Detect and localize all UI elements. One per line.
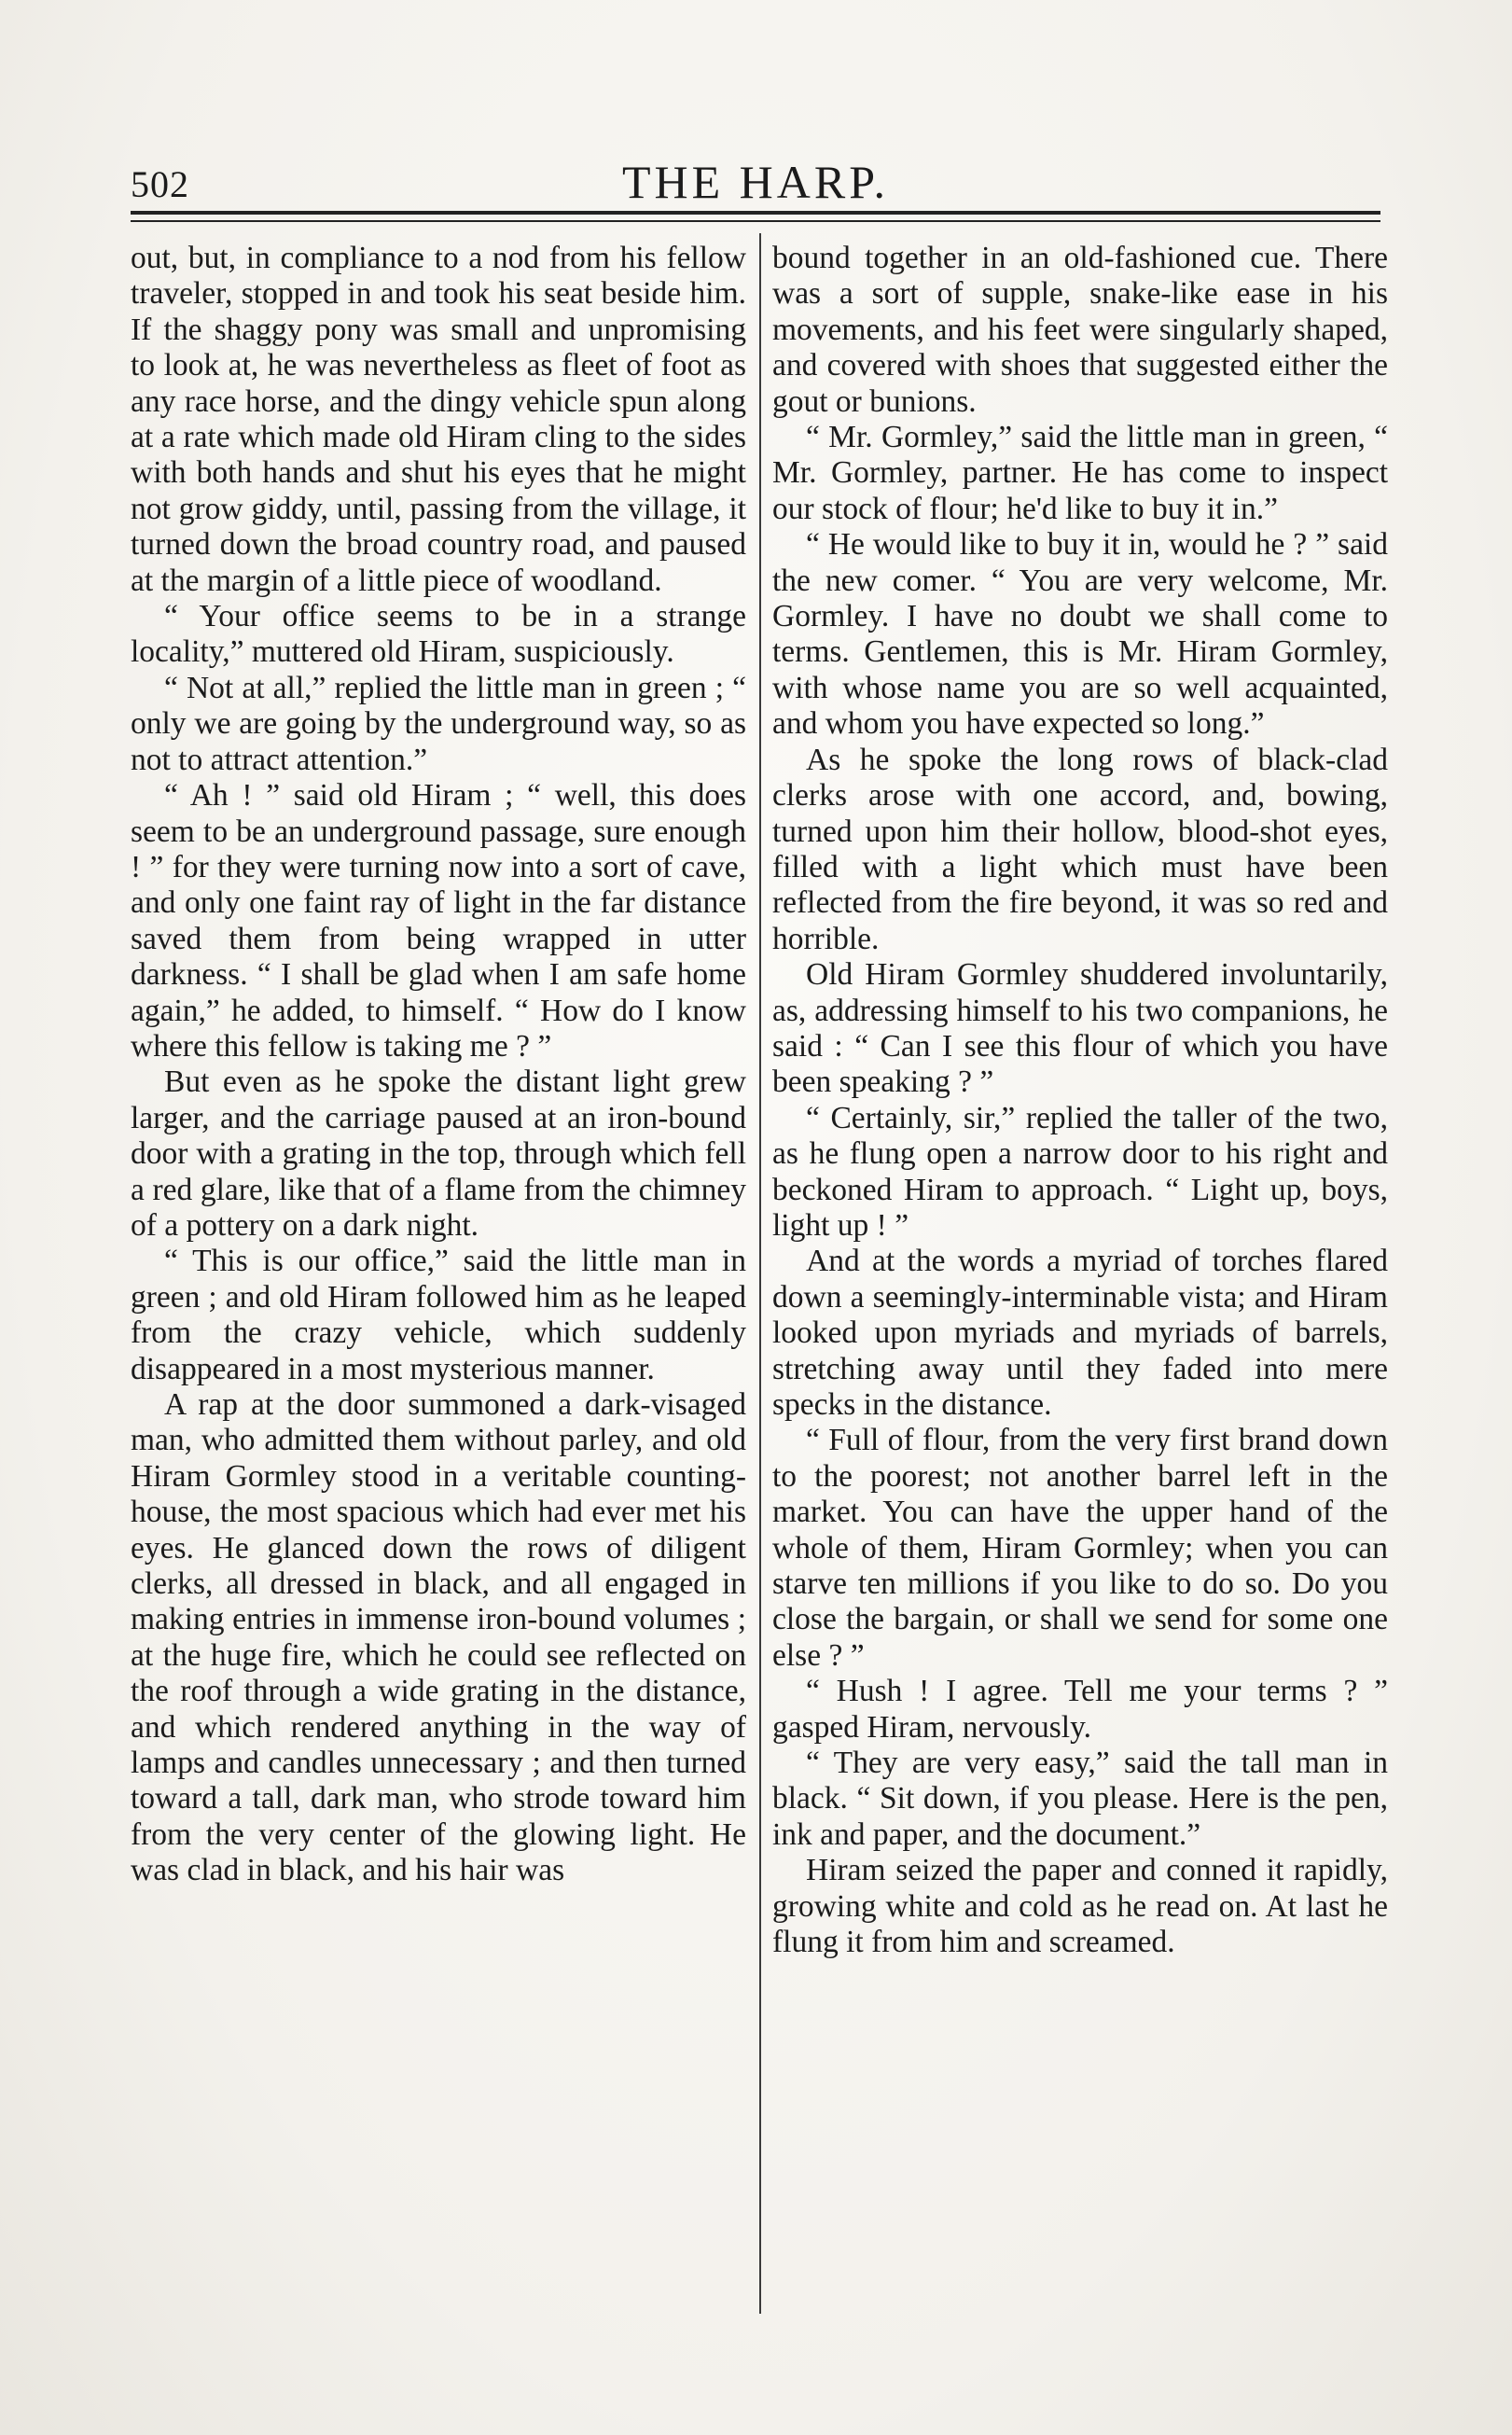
paragraph: As he spoke the long rows of black-clad clerks arose with one accord, and, bowing, turned upon him their hollow, blood-shot eyes, filled with a light which must have been reflected from the fire beyond, it was so red and horrible. — [772, 742, 1388, 956]
paragraph: “ He would like to buy it in, would he ? ” said the new comer. “ You are very welcome, Mr. Gormley. I have no doubt we shall come to terms. Gentlemen, this is Mr. Hiram Gormley, with whose name you are so well acquainted, and whom you have expected so long.” — [772, 527, 1388, 742]
paragraph: But even as he spoke the distant light grew larger, and the carriage paused at an iron-bound door with a grating in the top, through which fell a red glare, like that of a flame from the chimney of a pottery on a dark night. — [131, 1064, 746, 1243]
paragraph: “ Hush ! I agree. Tell me your terms ? ” gasped Hiram, nervously. — [772, 1674, 1388, 1745]
left-column — [131, 241, 746, 2303]
paragraph: “ Full of flour, from the very first brand down to the poorest; not another barrel left in the market. You can have the upper hand of the whole of them, Hiram Gormley; when you can starve ten millions if you like to do so. Do you close the bargain, or shall we send for some one else ? ” — [772, 1423, 1388, 1673]
running-title: THE HARP. — [621, 156, 890, 208]
right-column — [772, 241, 1388, 2303]
paragraph: A rap at the door summoned a dark-visaged man, who admitted them without parley, and old Hiram Gormley stood in a veritable counting-house, the most spacious which had ever met his eyes. He glanced down the rows of diligent clerks, all dressed in black, and all engaged in making entries in immense iron-bound volumes ; at the huge fire, which he could see reflected on the roof through a wide grating in the distance, and which rendered anything in the way of lamps and candles unnecessary ; and then turned toward a tall, dark man, who strode toward him from the very center of the glowing light. He was clad in black, and his hair was — [131, 1387, 746, 1888]
column-divider — [759, 233, 761, 2314]
paragraph: “ Certainly, sir,” replied the taller of the two, as he flung open a narrow door to his right and beckoned Hiram to approach. “ Light up, boys, light up ! ” — [772, 1100, 1388, 1243]
paragraph: Hiram seized the paper and conned it rapidly, growing white and cold as he read on. At last he flung it from him and screamed. — [772, 1853, 1388, 1960]
paragraph: “ They are very easy,” said the tall man in black. “ Sit down, if you please. Here is the pen, ink and paper, and the document.” — [772, 1746, 1388, 1852]
paragraph: And at the words a myriad of torches flared down a seemingly-interminable vista; and Hiram looked upon myriads and myriads of barrels, stretching away until they faded into mere specks in the distance. — [772, 1244, 1388, 1422]
paragraph: “ Mr. Gormley,” said the little man in green, “ Mr. Gormley, partner. He has come to inspect our stock of flour; he'd like to buy it in.” — [772, 420, 1388, 526]
paragraph: out, but, in compliance to a nod from his fellow traveler, stopped in and took his seat beside him. If the shaggy pony was small and unpromising to look at, he was nevertheless as fleet of foot as any race horse, and the dingy vehicle spun along at a rate which made old Hiram cling to the sides with both hands and shut his eyes that he might not grow giddy, until, passing from the village, it turned down the broad country road, and paused at the margin of a little piece of woodland. — [131, 241, 746, 598]
paragraph: “ Ah ! ” said old Hiram ; “ well, this does seem to be an underground passage, sure enough ! ” for they were turning now into a sort of cave, and only one faint ray of light in the far distance saved them from being wrapped in utter darkness. “ I shall be glad when I am safe home again,” he added, to himself. “ How do I know where this fellow is taking me ? ” — [131, 778, 746, 1064]
paragraph: “ Your office seems to be in a strange locality,” muttered old Hiram, suspiciously. — [131, 599, 746, 670]
paragraph: “ This is our office,” said the little man in green ; and old Hiram followed him as he leaped from the crazy vehicle, which suddenly disappeared in a most mysterious manner. — [131, 1244, 746, 1386]
page-number: 502 — [131, 163, 189, 205]
header-rule-thick — [131, 211, 1380, 215]
paragraph: Old Hiram Gormley shuddered involuntarily, as, addressing himself to his two companions, he said : “ Can I see this flour of which you have been speaking ? ” — [772, 957, 1388, 1100]
page-header — [131, 149, 1380, 215]
paragraph: “ Not at all,” replied the little man in green ; “ only we are going by the underground way, so as not to attract attention.” — [131, 670, 746, 777]
paragraph: bound together in an old-fashioned cue. There was a sort of supple, snake-like ease in his movements, and his feet were singularly shaped, and covered with shoes that suggested either the gout or bunions. — [772, 241, 1388, 419]
header-rule-thin — [131, 220, 1380, 222]
